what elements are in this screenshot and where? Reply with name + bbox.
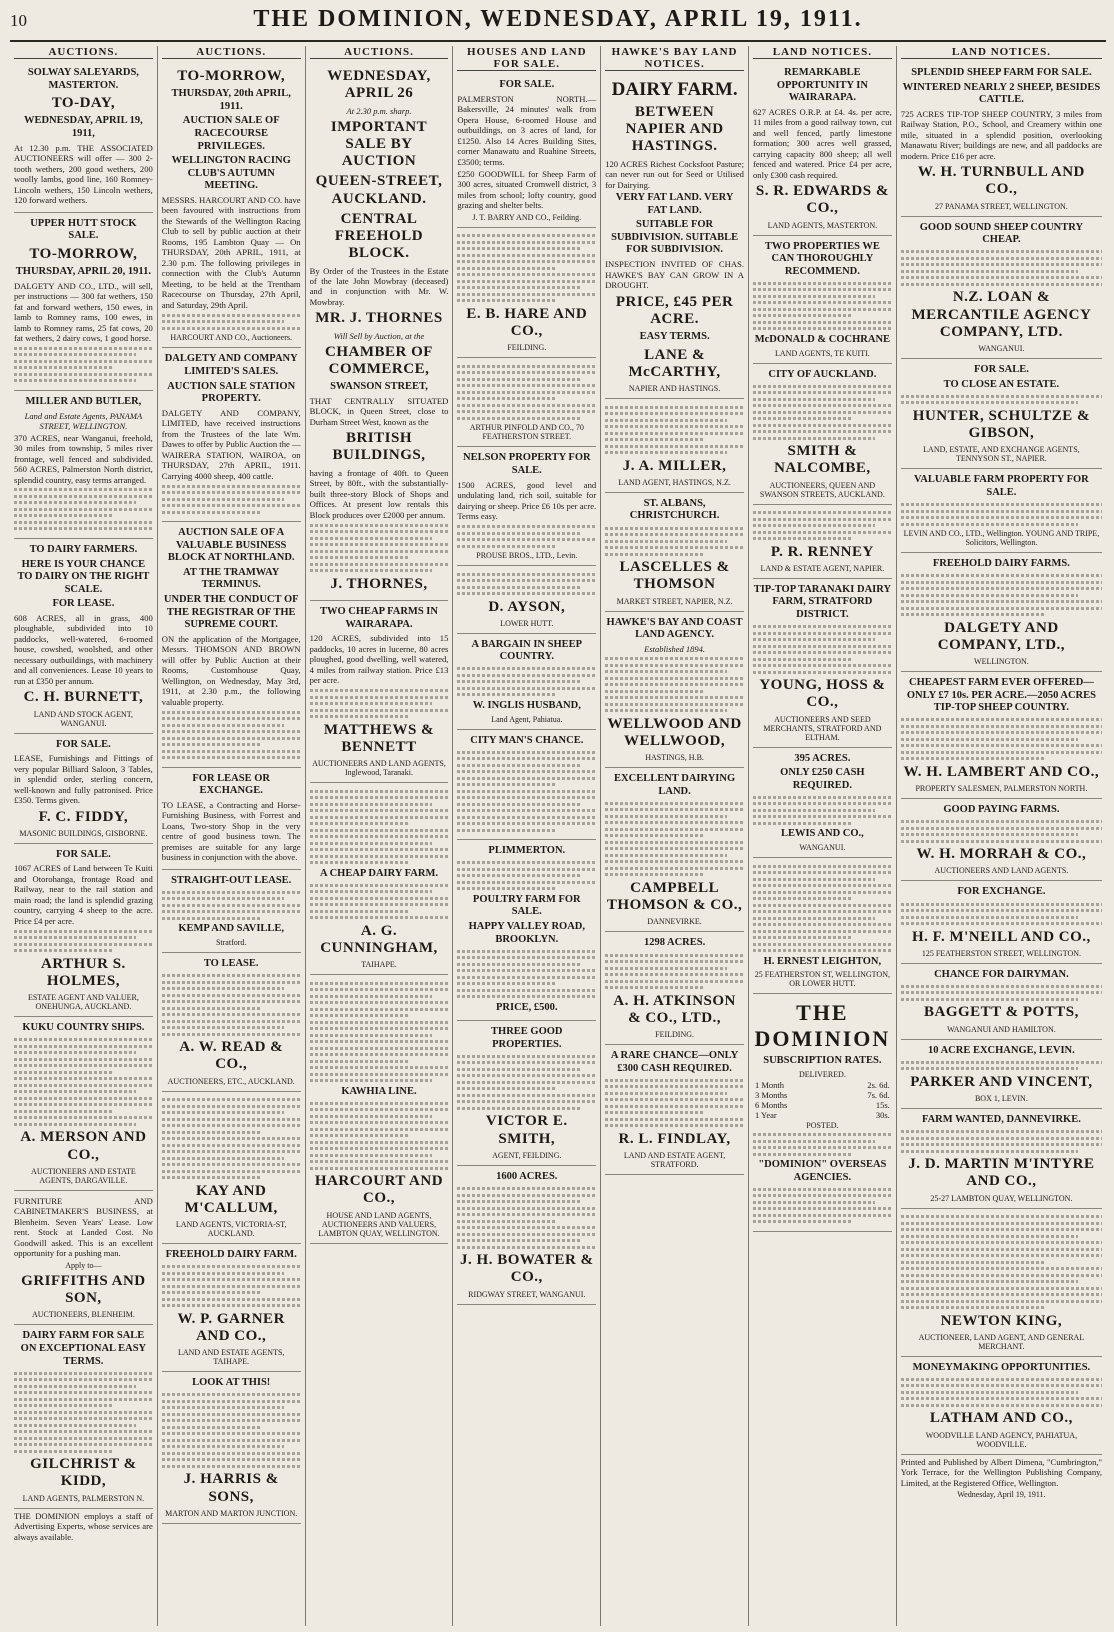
column-heading: AUCTIONS. bbox=[310, 46, 449, 59]
ad-baggett: CHANCE FOR DAIRYMAN. BAGGETT & POTTS, WANGANUI AND HAMILTON. bbox=[901, 964, 1102, 1040]
column-6 bbox=[749, 46, 897, 1626]
ad-harris: LOOK AT THIS! J. HARRIS & SONS, MARTON AND MARTON JUNCTION. bbox=[162, 1372, 301, 1524]
column-heading: HOUSES AND LAND FOR SALE. bbox=[457, 46, 596, 71]
ad-wellwood: HAWKE'S BAY AND COAST LAND AGENCY. Established 1894. WELLWOOD AND WELLWOOD, HASTINGS, H.B. bbox=[605, 612, 744, 769]
ad-smith: THREE GOOD PROPERTIES. VICTOR E. SMITH, AGENT, FEILDING. bbox=[457, 1021, 596, 1166]
column-7 bbox=[897, 46, 1106, 1626]
ad-british-buildings: WEDNESDAY, APRIL 26 At 2.30 p.m. sharp. IMPORTANT SALE BY AUCTION QUEEN-STREET, AUCKLAND. CENTRAL FREEHOLD BLOCK. By Order of the Trustees in the Estate of the late John Mowbray (deceased) and in conjunction with Mr. W. Mowbray. MR. J. THORNES Will Sell by Auction, at the CHAMBER OF COMMERCE, SWANSON STREET, THAT CENTRALLY SITUATED BLOCK, in Queen Street, close to Durham Street West, known as the BRITISH BUILDINGS, having a frontage of 40ft. to Queen Street, by 80ft., with the substantially-built three-story Block of Shops and Offices. At present low rentals this Block produces over £2000 per annum. J. THORNES, bbox=[310, 62, 449, 601]
masthead bbox=[10, 6, 1106, 42]
ad-levin: VALUABLE FARM PROPERTY FOR SALE. LEVIN AND CO., LTD., Wellington. YOUNG AND TRIPE, Solicitors, Wellington. bbox=[901, 469, 1102, 553]
ad-smith-nalcombe: CITY OF AUCKLAND. SMITH & NALCOMBE, AUCTIONEERS, QUEEN AND SWANSON STREETS, AUCKLAND. bbox=[753, 364, 892, 505]
ad-gilchrist: DAIRY FARM FOR SALE ON EXCEPTIONAL EASY TERMS. GILCHRIST & KIDD, LAND AGENTS, PALMERSTON N. bbox=[14, 1325, 153, 1508]
column-4 bbox=[453, 46, 601, 1626]
ad-morrah: GOOD PAYING FARMS. W. H. MORRAH & CO., AUCTIONEERS AND LAND AGENTS. bbox=[901, 799, 1102, 881]
ad-hunter: FOR SALE. TO CLOSE AN ESTATE. HUNTER, SCHULTZE & GIBSON, LAND, ESTATE, AND EXCHANGE AGENTS, TENNYSON ST., NAPIER. bbox=[901, 359, 1102, 469]
ad-mcneill: FOR EXCHANGE. H. F. M'NEILL AND CO., 125 FEATHERSTON STREET, WELLINGTON. bbox=[901, 881, 1102, 963]
ad-renney: P. R. RENNEY LAND & ESTATE AGENT, NAPIER. bbox=[753, 505, 892, 579]
ad-lease-exchange: FOR LEASE OR EXCHANGE. TO LEASE, a Contracting and Horse-Furnishing Business, with Forrest and Loans, Two-story Shop in the very centre of good business town. The premises are suitable for any large business in conjunction with the above. bbox=[162, 768, 301, 870]
column-heading: LAND NOTICES. bbox=[753, 46, 892, 59]
ad-mcdonald: TWO PROPERTIES WE CAN THOROUGHLY RECOMMEND. McDONALD & COCHRANE LAND AGENTS, TE KUITI. bbox=[753, 236, 892, 364]
column-2 bbox=[158, 46, 306, 1626]
ad-leighton: H. ERNEST LEIGHTON, 25 FEATHERSTON ST, WELLINGTON, OR LOWER HUTT. bbox=[753, 858, 892, 994]
delivered-rates-table bbox=[753, 1080, 892, 1120]
imprint: Printed and Published by Albert Dimena, "Cumbrington," York Terrace, for the Wellington Publishing Company, Limited, at the Registered Office, Wellington. bbox=[900, 1456, 1103, 1488]
ad-solway: SOLWAY SALEYARDS, MASTERTON. TO-DAY, WEDNESDAY, APRIL 19, 1911, At 12.30 p.m. THE ASSOCIATED AUCTIONEERS will offer — 300 2-tooth wethers, 200 good wethers, 200 woolly lambs, good line, 160 Romney-Lincoln wethers, 150 Lincoln wethers, 120 forward wethers. bbox=[14, 62, 153, 213]
ad-business-block: AUCTION SALE OF A VALUABLE BUSINESS BLOCK AT NORTHLAND. AT THE TRAMWAY TERMINUS. UNDER THE CONDUCT OF THE REGISTRAR OF THE SUPREME COURT. ON the application of the Mortgagee, Messrs. THOMSON AND BROWN will offer by Public Auction at their Rooms, Customhouse Quay, Wellington, on Wednesday, May 3rd, 1911, at 2.30 p.m., the following valuable property. bbox=[162, 522, 301, 768]
ad-edwards: REMARKABLE OPPORTUNITY IN WAIRARAPA. 627 ACRES O.R.P. at £4. 4s. per acre, 11 miles from a good railway town, cut and well fenced, partly limestone formation; 300 acres well grassed, carrying capacity 800 sheep; all well fenced and watered. Price £4 per acre, only £300 cash required. S. R. EDWARDS & CO., LAND AGENTS, MASTERTON. bbox=[753, 62, 892, 236]
ad-lewis: 395 ACRES. ONLY £250 CASH REQUIRED. LEWIS AND CO., WANGANUI. bbox=[753, 748, 892, 858]
ad-lambert: CHEAPEST FARM EVER OFFERED—ONLY £7 10s. PER ACRE.—2050 ACRES TIP-TOP SHEEP COUNTRY. W. H. LAMBERT AND CO., PROPERTY SALESMEN, PALMERSTON NORTH. bbox=[901, 672, 1102, 799]
ad-hare: E. B. HARE AND CO., FEILDING. bbox=[457, 228, 596, 359]
ad-griffiths: FURNITURE AND CABINETMAKER'S BUSINESS, at Blenheim. Seven Years' Lease. Low rent. Stock at Landed Cost. No Goodwill asked. This is an excellent opportunity for a pushing man. Apply to— GRIFFITHS AND SON, AUCTIONEERS, BLENHEIM. bbox=[14, 1191, 153, 1325]
table-row: 1 Year 30s. bbox=[754, 1109, 890, 1120]
ad-miller: J. A. MILLER, LAND AGENT, HASTINGS, N.Z. bbox=[605, 399, 744, 493]
column-heading: AUCTIONS. bbox=[14, 46, 153, 59]
ad-wairarapa: TWO CHEAP FARMS IN WAIRARAPA. 120 ACRES, subdivided into 15 paddocks, 10 acres in lucerne, 80 acres ploughed, good dwelling, well watered, 4 miles from railway station. Price £13 per acre. MATTHEWS & BENNETT AUCTIONEERS AND LAND AGENTS, Inglewood, Taranaki. bbox=[310, 601, 449, 783]
ad-harcourt: KAWHIA LINE. HARCOURT AND CO., HOUSE AND LAND AGENTS, AUCTIONEERS AND VALUERS, LAMBTON QUAY, WELLINGTON. bbox=[310, 975, 449, 1244]
ad-campbell: EXCELLENT DAIRYING LAND. CAMPBELL THOMSON & CO., DANNEVIRKE. bbox=[605, 768, 744, 932]
dominion-logo-text: THE DOMINION bbox=[754, 1000, 891, 1052]
ad-turnbull: SPLENDID SHEEP FARM FOR SALE. WINTERED NEARLY 2 SHEEP, BESIDES CATTLE. 725 ACRES TIP-TOP SHEEP COUNTRY, 3 miles from Railway Station, P.O., School, and Creamery within one mile, situated in a splendid position, overlooking Manawatu River; buildings are new, and all paddocks are modern. Price £16 per acre. W. H. TURNBULL AND CO., 27 PANAMA STREET, WELLINGTON. bbox=[901, 62, 1102, 217]
column-1 bbox=[10, 46, 158, 1626]
ad-palmerston: FOR SALE. PALMERSTON NORTH.—Bakersville, 24 minutes' walk from Opera House, 6-roomed House and outbuildings, on 3 acres of land, for £1250. Also 14 Acres Building Sites, corner Manawatu and Ruahine Streets, £3500; terms. £250 GOODWILL for Sheep Farm of 300 acres, situated Cromwell district, 3 miles from school; lofty country, good grazing and shelter belts. J. T. BARRY AND CO., Feilding. bbox=[457, 74, 596, 228]
ad-dairy-farm: DAIRY FARM. BETWEEN NAPIER AND HASTINGS. 120 ACRES Richest Cocksfoot Pasture; can never run out for Seed or Utilised for Dairying. VERY FAT LAND. VERY FAT LAND. SUITABLE FOR SUBDIVISION. SUITABLE FOR SUBDIVISION. INSPECTION INVITED OF CHAS. HAWKE'S BAY CAN GROW IN A DROUGHT. PRICE, £45 PER ACRE. EASY TERMS. LANE & McCARTHY, NAPIER AND HASTINGS. bbox=[605, 74, 744, 399]
ad-miller-butler: MILLER AND BUTLER, Land and Estate Agents, PANAMA STREET, WELLINGTON. 370 ACRES, near Wanganui, freehold, 30 miles from township, 5 miles river frontage, well fenced and subdivided. 560 ACRES, Palmerston North district, splendid country, easy terms arranged. bbox=[14, 391, 153, 539]
ad-plimmerton: PLIMMERTON. POULTRY FARM FOR SALE. HAPPY VALLEY ROAD, BROOKLYN. PRICE, £500. bbox=[457, 840, 596, 1021]
ad-dalgety-station: DALGETY AND COMPANY LIMITED'S SALES. AUCTION SALE STATION PROPERTY. DALGETY AND COMPANY, LIMITED, have received instructions from the Trustees of the late Wm. Dawes to offer by Public Auction the — WAIRERA STATION, WAIROA, on THURSDAY, 27th APRIL, 1911. Carrying 4000 sheep, 400 cattle. bbox=[162, 348, 301, 522]
ad-mccallum: KAY AND M'CALLUM, LAND AGENTS, VICTORIA-ST, AUCKLAND. bbox=[162, 1092, 301, 1245]
ad-atkinson: 1298 ACRES. A. H. ATKINSON & CO., LTD., FEILDING. bbox=[605, 932, 744, 1045]
column-heading: HAWKE'S BAY LAND NOTICES. bbox=[605, 46, 744, 71]
ad-lascelles: ST. ALBANS, CHRISTCHURCH. LASCELLES & THOMSON MARKET STREET, NAPIER, N.Z. bbox=[605, 493, 744, 612]
ad-subscription: THE DOMINION SUBSCRIPTION RATES. DELIVERED. 1 Month 2s. 6d. 3 Months 7s. 6d. 6 Months 15s. 1 Year 30s. POSTED. "DOMINION" OVERSEAS AGENCIES. bbox=[753, 994, 892, 1232]
ad-findlay: A RARE CHANCE—ONLY £300 CASH REQUIRED. R. L. FINDLAY, LAND AND ESTATE AGENT, STRATFORD. bbox=[605, 1045, 744, 1175]
column-3 bbox=[306, 46, 454, 1626]
ad-dalgety-dairy: FREEHOLD DAIRY FARMS. DALGETY AND COMPANY, LTD., WELLINGTON. bbox=[901, 553, 1102, 672]
column-heading: LAND NOTICES. bbox=[901, 46, 1102, 59]
column-5 bbox=[601, 46, 749, 1626]
ad-martin: FARM WANTED, DANNEVIRKE. J. D. MARTIN M'INTYRE AND CO., 25-27 LAMBTON QUAY, WELLINGTON. bbox=[901, 1109, 1102, 1209]
ad-read: TO LEASE. A. W. READ & CO., AUCTIONEERS, ETC., AUCKLAND. bbox=[162, 953, 301, 1092]
ad-burnett: TO DAIRY FARMERS. HERE IS YOUR CHANCE TO DAIRY ON THE RIGHT SCALE. FOR LEASE. 608 ACRES, all in grass, 400 ploughable, subdivided into 10 paddocks, well-watered, 6-roomed house, cowshed, woolshed, and other necessary outbuildings, with machinery and all conveniences. Lease 10 years to run at £350 per annum. C. H. BURNETT, LAND AND STOCK AGENT, WANGANUI. bbox=[14, 539, 153, 734]
ad-garner: FREEHOLD DAIRY FARM. W. P. GARNER AND CO., LAND AND ESTATE AGENTS, TAIHAPE. bbox=[162, 1244, 301, 1372]
ad-fiddy: FOR SALE. LEASE, Furnishings and Fittings of very popular Billiard Saloon, 3 Tables, in splendid order, sterling concern, well-known and fully patronised. Price £350. Terms given. F. C. FIDDY, MASONIC BUILDINGS, GISBORNE. bbox=[14, 734, 153, 844]
ad-nz-loan: GOOD SOUND SHEEP COUNTRY CHEAP. N.Z. LOAN & MERCANTILE AGENCY COMPANY, LTD. WANGANUI. bbox=[901, 217, 1102, 359]
ad-holmes: FOR SALE. 1067 ACRES of Land between Te Kuiti and Otorohanga, frontage Road and Railway, near to the rail station and main road; the land is splendid grazing country, carrying 4 sheep to the acre. Price £4 per acre. ARTHUR S. HOLMES, ESTATE AGENT AND VALUER, ONEHUNGA, AUCKLAND. bbox=[14, 844, 153, 1018]
ad-young-hoss: TIP-TOP TARANAKI DAIRY FARM, STRATFORD DISTRICT. YOUNG, HOSS & CO., AUCTIONEERS AND SEED MERCHANTS, STRATFORD AND ELTHAM. bbox=[753, 579, 892, 748]
ad-pinfold: ARTHUR PINFOLD AND CO., 70 FEATHERSTON STREET. bbox=[457, 358, 596, 447]
ad-merson: KUKU COUNTRY SHIPS. A. MERSON AND CO., AUCTIONEERS AND ESTATE AGENTS, DARGAVILLE. bbox=[14, 1017, 153, 1191]
ad-parker: 10 ACRE EXCHANGE, LEVIN. PARKER AND VINCENT, BOX 1, LEVIN. bbox=[901, 1040, 1102, 1109]
ad-bowater: 1600 ACRES. J. H. BOWATER & CO., RIDGWAY STREET, WANGANUI. bbox=[457, 1166, 596, 1305]
page-title: THE DOMINION, WEDNESDAY, APRIL 19, 1911. bbox=[253, 6, 863, 32]
footer-note: THE DOMINION employs a staff of Advertising Experts, whose services are always available. bbox=[14, 1510, 153, 1542]
ad-newton-king: NEWTON KING, AUCTIONEER, LAND AGENT, AND GENERAL MERCHANT. bbox=[901, 1209, 1102, 1357]
table-row: 1 Month 2s. 6d. bbox=[754, 1079, 890, 1090]
ad-husband: A BARGAIN IN SHEEP COUNTRY. W. INGLIS HUSBAND, Land Agent, Pahiatua. bbox=[457, 634, 596, 730]
ad-upper-hutt: UPPER HUTT STOCK SALE. TO-MORROW, THURSDAY, APRIL 20, 1911. DALGETY AND CO., LTD., will sell, per instructions — 300 fat wethers, 150 fat and forward wethers, 150 ewes, in lamb to Romney rams, 100 ewes, in lamb to Romney rams, 25 fat cows, 20 fat wethers, 2 dairy cows, 1 good horse. bbox=[14, 213, 153, 391]
ad-ayson: D. AYSON, LOWER HUTT. bbox=[457, 566, 596, 634]
column-heading: AUCTIONS. bbox=[162, 46, 301, 59]
table-row: 6 Months 15s. bbox=[754, 1099, 890, 1110]
ad-city-man: CITY MAN'S CHANCE. bbox=[457, 730, 596, 841]
table-row: 3 Months 7s. 6d. bbox=[754, 1089, 890, 1100]
ad-racecourse: TO-MORROW, THURSDAY, 20th APRIL, 1911. AUCTION SALE OF RACECOURSE PRIVILEGES. WELLINGTON RACING CLUB'S AUTUMN MEETING. MESSRS. HARCOURT AND CO. have been favoured with instructions from the Stewards of the Wellington Racing Club to sell by public auction at their Rooms, 195 Lambton Quay — On THURSDAY, 20th APRIL, 1911, at 2.30 p.m. The following privileges in connection with the Club's Autumn Meeting, to be held at the Trentham Racecourse on Thursday, 27th April, and Saturday, 29th April. HARCOURT AND CO., Auctioneers. bbox=[162, 62, 301, 348]
ad-cunningham: A CHEAP DAIRY FARM. A. G. CUNNINGHAM, TAIHAPE. bbox=[310, 783, 449, 975]
ad-latham: MONEYMAKING OPPORTUNITIES. LATHAM AND CO., WOODVILLE LAND AGENCY, PAHIATUA, WOODVILLE. bbox=[901, 1357, 1102, 1455]
ad-nelson: NELSON PROPERTY FOR SALE. 1500 ACRES, good level and undulating land, rich soil, suitable for dairying or sheep. Price £6 10s per acre. Terms easy. PROUSE BROS., LTD., Levin. bbox=[457, 447, 596, 566]
page-number: 10 bbox=[10, 11, 27, 30]
imprint-date: Wednesday, April 19, 1911. bbox=[957, 1490, 1046, 1500]
ad-kemp: STRAIGHT-OUT LEASE. KEMP AND SAVILLE, Stratford. bbox=[162, 870, 301, 953]
